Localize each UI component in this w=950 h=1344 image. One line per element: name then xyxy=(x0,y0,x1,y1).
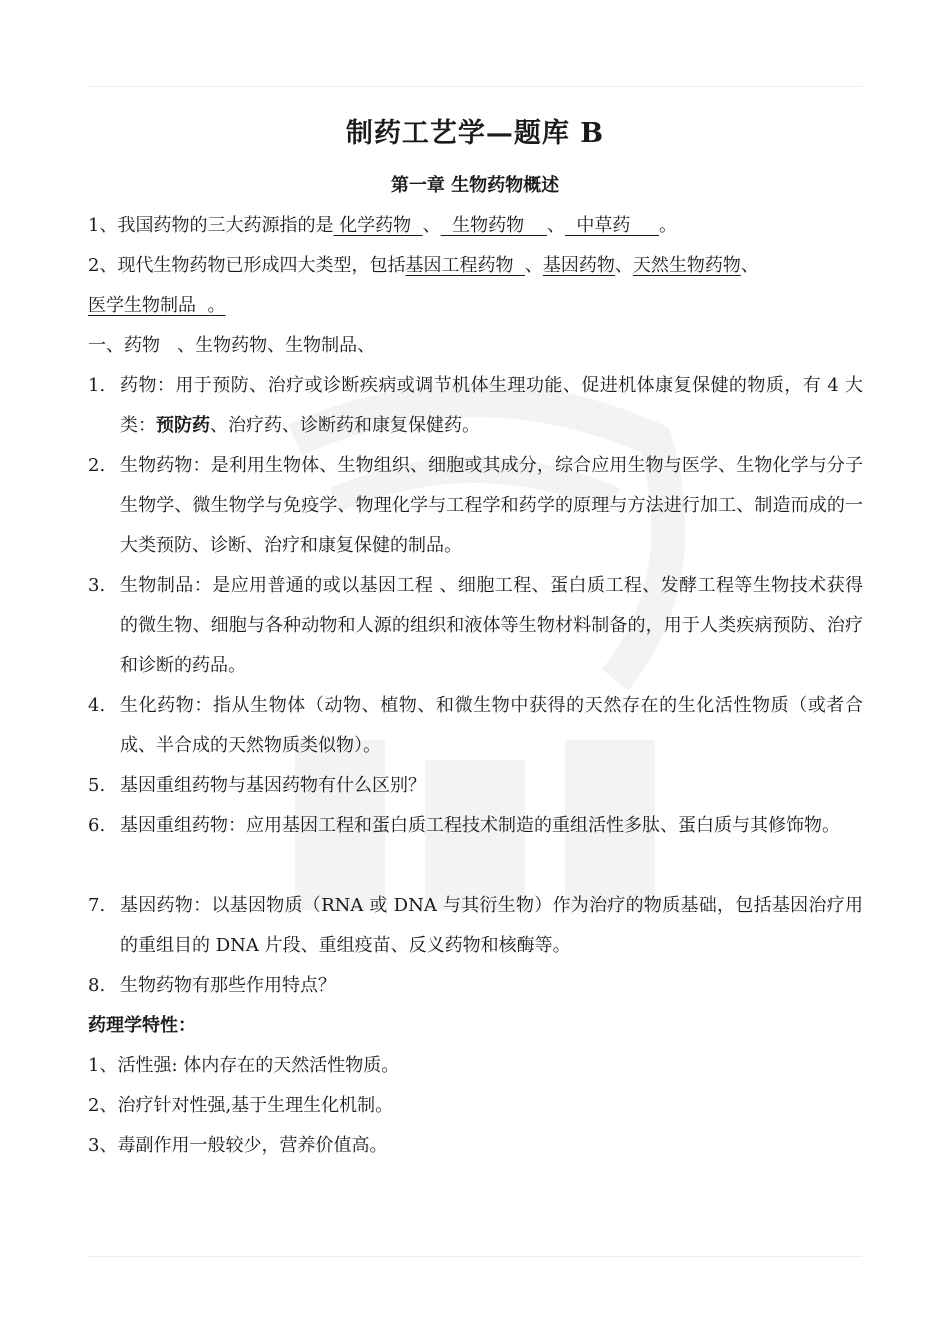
list-item-text: 基因重组药物：应用基因工程和蛋白质工程技术制造的重组活性多肽、蛋白质与其修饰物。 xyxy=(120,815,840,836)
list-item xyxy=(88,686,863,766)
list-item-text-after: 、治疗药、诊断药和康复保健药。 xyxy=(210,415,480,436)
q2-prefix: 2、现代生物药物已形成四大类型，包括 xyxy=(88,255,406,276)
list-item-text: 生物药物有那些作用特点？ xyxy=(120,975,336,996)
q1-answer-1: 化学药物 xyxy=(333,215,423,236)
list-item-number: 8. xyxy=(88,975,106,996)
q2-answer-1: 基因工程药物 xyxy=(405,255,525,276)
pharmacology-heading: 药理学特性： xyxy=(88,1015,196,1036)
q1-prefix: 1、我国药物的三大药源指的是 xyxy=(88,215,334,236)
q2-sep-3: 、 xyxy=(740,255,759,276)
list-item xyxy=(88,806,863,846)
q2-answer-4: 医学生物制品 。 xyxy=(88,295,226,316)
q2-answer-3: 天然生物药物 xyxy=(632,255,741,276)
header-rule xyxy=(88,86,862,87)
list-item xyxy=(88,366,863,446)
q1-sep-1: 、 xyxy=(422,215,441,236)
list-item-text: 基因药物：以基因物质（RNA 或 DNA 与其衍生物）作为治疗的物质基础，包括基因治疗用的重组目的 DNA 片段、重组疫苗、反义药物和核酶等。 xyxy=(120,895,863,956)
pharmacology-point: 2、治疗针对性强,基于生理生化机制。 xyxy=(88,1095,394,1116)
list-item xyxy=(88,966,863,1006)
list-item xyxy=(88,446,863,566)
list-item-number: 1. xyxy=(88,375,106,396)
q1-answer-3: 中草药 xyxy=(564,215,660,236)
page-title: 制药工艺学—题库 B xyxy=(345,118,605,149)
question-2-cont xyxy=(88,286,868,326)
q1-sep-2: 、 xyxy=(546,215,565,236)
q2-answer-2: 基因药物 xyxy=(542,255,615,276)
list-item xyxy=(88,886,863,966)
section-heading-1: 一、药物 、生物药物、生物制品、 xyxy=(88,335,376,356)
pharmacology-point: 1、活性强: 体内存在的天然活性物质。 xyxy=(88,1055,400,1076)
q1-end: 。 xyxy=(659,215,678,236)
list-item-number: 6. xyxy=(88,815,106,836)
question-2 xyxy=(88,246,868,286)
list-item-number: 2. xyxy=(88,455,106,476)
list-item-bold: 预防药 xyxy=(156,415,210,436)
list-item-text: 生物药物：是利用生物体、生物组织、细胞或其成分，综合应用生物与医学、生物化学与分子生物学、微生物学与免疫学、物理化学与工程学和药学的原理与方法进行加工、制造而成的一大类预防、诊断、治疗和康复保健的制品。 xyxy=(120,455,863,556)
q1-answer-2: 生物药物 xyxy=(440,215,547,236)
list-item-number: 7. xyxy=(88,895,106,916)
pharmacology-point: 3、毒副作用一般较少，营养价值高。 xyxy=(88,1135,388,1156)
q2-sep-1: 、 xyxy=(524,255,543,276)
list-item-text: 基因重组药物与基因药物有什么区别？ xyxy=(120,775,426,796)
list-item xyxy=(88,766,863,806)
list-item-number: 5. xyxy=(88,775,106,796)
footer-rule xyxy=(88,1256,862,1257)
question-1 xyxy=(88,206,868,246)
list-item-text: 药物：用于预防、治疗或诊断疾病或调节机体生理功能、促进机体康复保健的物质，有 4 大类： xyxy=(120,375,863,436)
list-item xyxy=(88,566,863,686)
list-item-text: 生化药物：指从生物体（动物、植物、和微生物中获得的天然存在的生化活性物质（或者合成、半合成的天然物质类似物）。 xyxy=(120,695,863,756)
list-item-number: 4. xyxy=(88,695,106,716)
chapter-heading: 第一章 生物药物概述 xyxy=(390,175,560,196)
list-item-text: 生物制品：是应用普通的或以基因工程 、细胞工程、蛋白质工程、发酵工程等生物技术获得的微生物、细胞与各种动物和人源的组织和液体等生物材料制备的，用于人类疾病预防、治疗和诊断的药品。 xyxy=(120,575,863,676)
list-item-number: 3. xyxy=(88,575,106,596)
q2-sep-2: 、 xyxy=(614,255,633,276)
